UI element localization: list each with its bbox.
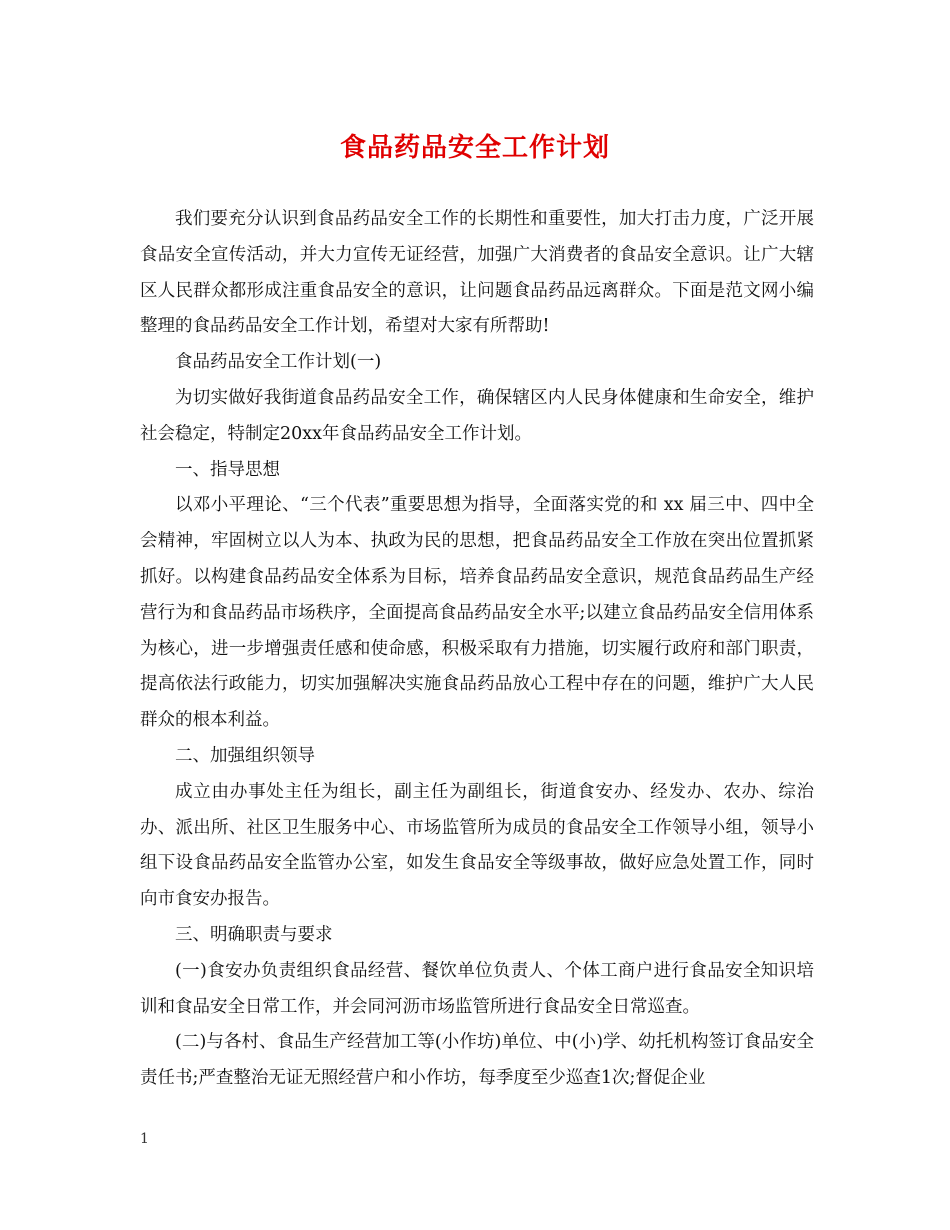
document-body — [140, 202, 814, 1097]
paragraph-guiding-ideology: 以邓小平理论、“三个代表”重要思想为指导，全面落实党的和 xx 届三中、四中全会精神，牢固树立以人为本、执政为民的思想，把食品药品安全工作放在突出位置抓紧抓好。以构建食品药品安全体系为目标，培养食品药品安全意识，规范食品药品生产经营行为和食品药品市场秩序，全面提高食品药品安全水平;以建立食品药品安全信用体系为核心，进一步增强责任感和使命感，积极采取有力措施，切实履行政府和部门职责，提高依法行政能力，切实加强解决实施食品药品放心工程中存在的问题，维护广大人民群众的根本利益。 — [140, 495, 814, 731]
paragraph-responsibility-1: (一)食安办负责组织食品经营、餐饮单位负责人、个体工商户进行食品安全知识培训和食品安全日常工作，并会同河沥市场监管所进行食品安全日常巡查。 — [140, 960, 814, 1017]
page-number: 1 — [140, 1131, 149, 1147]
paragraph-plan-heading: 食品药品安全工作计划(一) — [175, 352, 382, 373]
section-heading-guiding-ideology: 一、指导思想 — [175, 459, 280, 480]
paragraph-purpose: 为切实做好我街道食品药品安全工作，确保辖区内人民身体健康和生命安全，维护社会稳定，特制定20xx年食品药品安全工作计划。 — [140, 387, 814, 444]
document-title: 食品药品安全工作计划 — [339, 133, 610, 163]
paragraph-intro: 我们要充分认识到食品药品安全工作的长期性和重要性，加大打击力度，广泛开展食品安全宣传活动，并大力宣传无证经营，加强广大消费者的食品安全意识。让广大辖区人民群众都形成注重食品安全的意识，让问题食品药品远离群众。下面是范文网小编整理的食品药品安全工作计划，希望对大家有所帮助! — [140, 209, 814, 337]
section-heading-organization: 二、加强组织领导 — [175, 745, 315, 766]
paragraph-responsibility-2: (二)与各村、食品生产经营加工等(小作坊)单位、中(小)学、幼托机构签订食品安全责任书;严查整治无证无照经营户和小作坊，每季度至少巡查1次;督促企业 — [140, 1032, 814, 1089]
section-heading-responsibilities: 三、明确职责与要求 — [175, 924, 333, 945]
paragraph-organization: 成立由办事处主任为组长，副主任为副组长，街道食安办、经发办、农办、综治办、派出所、社区卫生服务中心、市场监管所为成员的食品安全工作领导小组，领导小组下设食品药品安全监管办公室，如发生食品安全等级事故，做好应急处置工作，同时向市食安办报告。 — [140, 781, 814, 910]
